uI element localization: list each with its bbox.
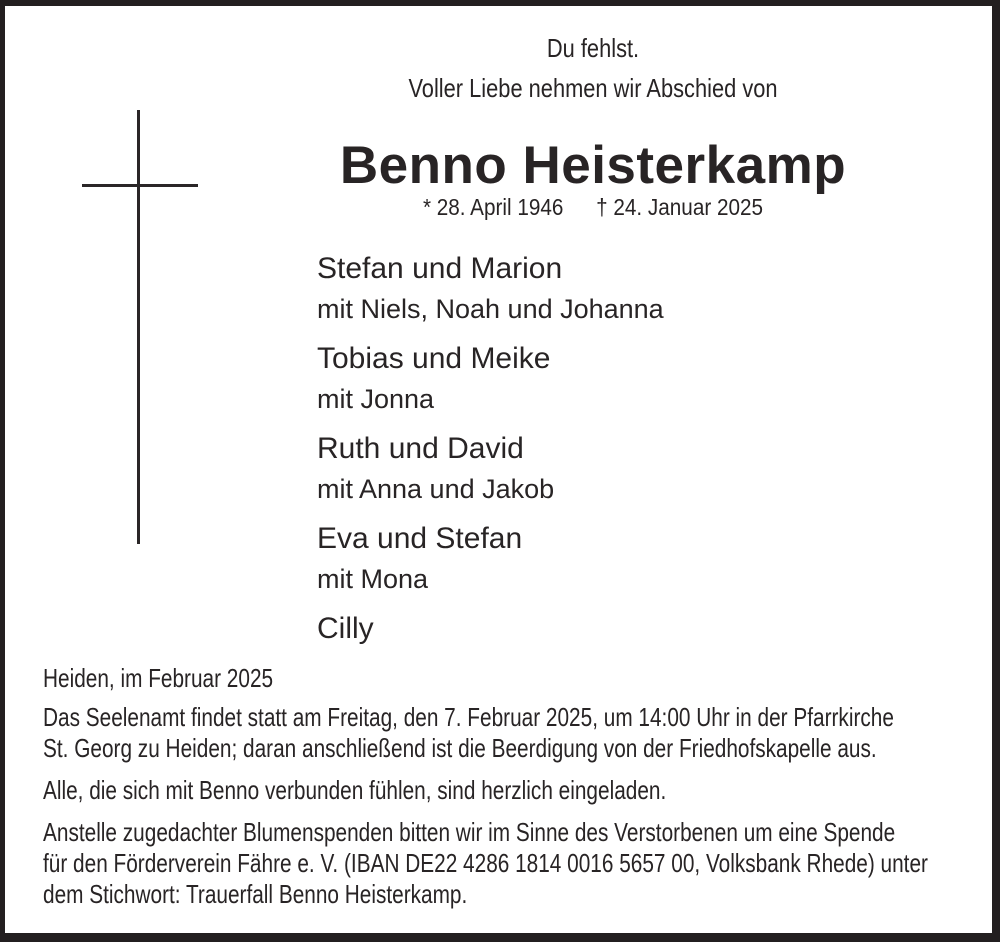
cross-icon-vertical-bar (137, 110, 140, 544)
mourner-names: Tobias und Meike (317, 342, 551, 375)
mourner-names: Eva und Stefan (317, 522, 523, 555)
intro-line: Voller Liebe nehmen wir Abschied von (408, 73, 778, 103)
birth-date: * 28. April 1946 (422, 194, 564, 220)
mourner-group (317, 250, 917, 324)
place-dateline: Heiden, im Februar 2025 (43, 663, 274, 693)
donation-paragraph (43, 817, 987, 910)
donation-line: für den Förderverein Fähre e. V. (IBAN DE22 4286 1814 0016 5657 00, Volksbank Rhede) unter (43, 848, 928, 878)
mourner-names: Stefan und Marion (317, 252, 563, 285)
deceased-name: Benno Heisterkamp (339, 136, 847, 195)
mourner-children: mit Jonna (317, 384, 435, 414)
mourner-group (317, 520, 917, 594)
service-line: Das Seelenamt findet statt am Freitag, den 7. Februar 2025, um 14:00 Uhr in der Pfarrkirche (43, 702, 894, 732)
donation-line: dem Stichwort: Trauerfall Benno Heisterkamp. (43, 879, 468, 909)
mourner-names: Ruth und David (317, 432, 524, 465)
mourner-children: mit Anna und Jakob (317, 474, 555, 504)
invitation-paragraph: Alle, die sich mit Benno verbunden fühlen, sind herzlich eingeladen. (43, 775, 667, 805)
mourner-group (317, 340, 917, 414)
mourner-children: mit Mona (317, 564, 429, 594)
donation-line: Anstelle zugedachter Blumenspenden bitten wir im Sinne des Verstorbenen um eine Spende (43, 817, 896, 847)
mourner-children: mit Niels, Noah und Johanna (317, 294, 664, 324)
life-dates (221, 193, 964, 221)
mourner-names: Cilly (317, 612, 374, 645)
service-line: St. Georg zu Heiden; daran anschließend ist die Beerdigung von der Friedhofskapelle aus. (43, 733, 877, 763)
tagline: Du fehlst. (546, 33, 640, 63)
frame-edge-top (0, 0, 1000, 6)
mourner-group (317, 430, 917, 504)
frame-edge-left (0, 0, 5, 942)
death-date: † 24. Januar 2025 (596, 194, 764, 220)
frame-edge-bottom (0, 933, 1000, 942)
service-paragraph (43, 702, 987, 764)
mourner-group (317, 610, 917, 648)
